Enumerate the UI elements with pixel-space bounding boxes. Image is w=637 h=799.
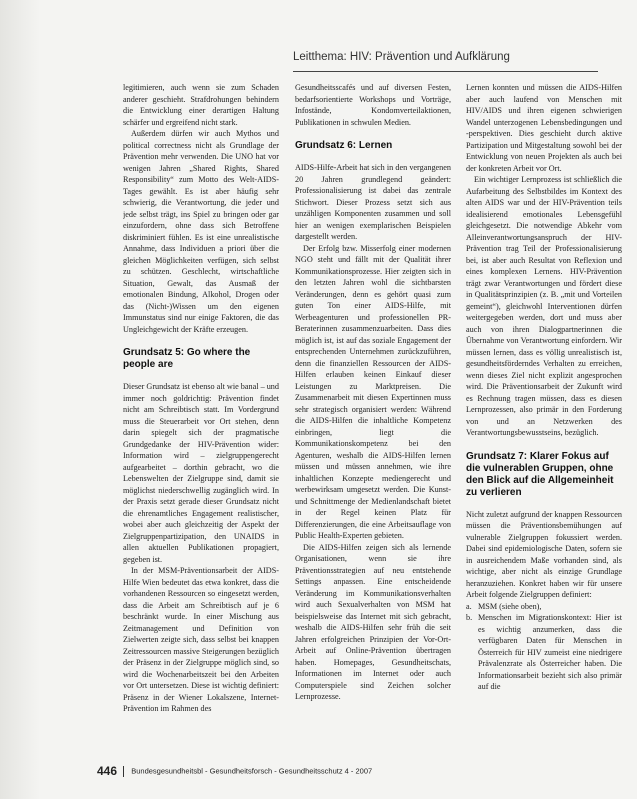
paragraph: Die AIDS-Hilfen zeigen sich als lernende Organisationen, wenn sie ihre Präventionsstrategien auf neu entstehende Settings anpassen. Eine entscheidende Veränderung im Kommunikationsverhalten wird auch Sexualverhalten von MSM hat beispielsweise das Internet mit sich gebracht, weshalb die AIDS-Hilfen sehr früh die seit Jahren erfolgreichen Prinzipien der Vor-Ort-Arbeit auf Online-Prävention übertragen haben. Homepages, Gesundheitschats, Informationen im Internet oder auch Computerspiele sind Zeichen solcher Lernprozesse. [295,542,451,701]
paragraph: Dieser Grundsatz ist ebenso alt wie banal – und immer noch goldrichtig: Prävention findet nicht am Schreibtisch statt. Im Vordergrund muss die Steuerarbeit vor Ort stehen, denn darin spiegelt sich der pragmatische Grundgedanke der HIV-Prävention wider: Information wird – zielgruppengerecht aufgearbeitet – dorthin gebracht, wo die Lebenswelten der Zielgruppe sind, damit sie möglichst niederschwellig zugänglich wird. In der Praxis setzt gerade dieser Grundsatz nicht die ehrenamtliches Engagement realistischer, wobei aber auch gleichzeitig der Aspekt der Zielgruppenpartizipation, den UNAIDS in allen aktuellen Publikationen propagiert, gegeben ist. [123,382,279,564]
paragraph: AIDS-Hilfe-Arbeit hat sich in den vergangenen 20 Jahren grundlegend geändert: Professionalisierung ist dabei das zentrale Stichwort. Dieser Prozess setzt sich aus unzähligen Komponenten zusammen und soll hier an wenigen exemplarischen Beispielen dargestellt werden. [295,163,451,241]
list-item [466,612,622,693]
paragraph: In der MSM-Präventionsarbeit der AIDS-Hilfe Wien bedeutet das etwa konkret, dass die vorhandenen Ressourcen so eingesetzt werden, dass die Arbeit am Schreibtisch auf je 6 beschränkt wurde. In einer Mischung aus Zeitmanagement und Definition von Zielwerten zeigte sich, dass selbst bei knappen Zeitressourcen massive Steigerungen bezüglich der Präsenz in der Zielgruppe möglich sind, so wird die Wochenarbeitszeit bei den Arbeiten vor Ort untersetzen. Diese ist wichtig definiert: Präsenz in der Wiener Lokalszene, Internet-Prävention im Rahmen des [123,566,279,713]
scan-edge-shadow [0,0,40,799]
running-title: Leitthema: HIV: Prävention und Aufklärung [293,51,510,63]
paragraph: legitimieren, auch wenn sie zum Schaden anderer geschieht. Strafdrohungen behindern die Entwicklung einer derartigen Haltung schärfer und ergreifend nicht stark. [123,83,279,127]
text-column-3 [466,82,622,758]
page-footer [97,764,617,784]
footer-divider [123,766,124,777]
paragraph: Der Erfolg bzw. Misserfolg einer modernen NGO steht und fällt mit der Qualität ihrer Kommunikationsprozesse. Hier zeigten sich in den letzten Jahren wohl die sichtbarsten Veränderungen, denn es gehört quasi zum guten Ton einer AIDS-Hilfe, mit Werbeagenturen und professionellen PR-Beraterinnen zusammenzuarbeiten. Dass dies möglich ist, ist auf das soziale Engagement der entsprechenden Unternehmen zurückzuführen, denn die finanziellen Ressourcen der AIDS-Hilfen erlauben keinen Einkauf dieser Leistungen zu Marktpreisen. Die Zusammenarbeit mit diesen Expertinnen muss sehr strategisch organisiert werden: Während die AIDS-Hilfen die inhaltliche Kompetenz einbringen, liegt die Kommunikationskompetenz bei den Agenturen, weshalb die AIDS-Hilfen lernen müssen und müssen annehmen, wie ihre inhaltlichen Konzepte mediengerecht und werbewirksam umgesetzt werden. Die Kunst- und Schnittmenge der Medienlandschaft bietet in der Regel keinen Platz für Differenzierungen, die eine Arbeitsauflage von Public Health-Experten gebieten. [295,243,451,540]
paragraph: Ein wichtiger Lernprozess ist schließlich die Aufarbeitung des Selbstbildes im Kontext des alten AIDS war und der HIV-Prävention teils idealisierend emotionales Lebensgefühl gleichgesetzt. Die notwendige Abkehr vom Alleinverantwortungsanspruch der HIV-Prävention trag Teil der Professionalisierung bei, ist aber auch Resultat von Reflexion und eines komplexen Lernens. HIV-Prävention trägt zwar Verantwortungen und fördert diese in Qualitätsprinzipien (z. B. „mit und Vorteilen gemeint“), gleichwohl Interventionen dürfen weitergegeben werden, dort und muss aber auch von ihren Dialogpartnerinnen die Übernahme von Verantwortung einfordern. Wir müssen lernen, dass es völlig unrealistisch ist, gesundheitsförderndes Verhalten zu erreichen, wenn dieses Ziel nicht explizit angesprochen wird. Die Präventionsarbeit der Zukunft wird es Rechnung tragen müssen, dass es diesen Lernprozessen, also primär in den Forderung von und an Netzwerken des Verantwortungsbewusstseins, bezüglich. [466,175,622,437]
paragraph: Außerdem dürfen wir auch Mythos und political correctness nicht als Grundlage der Prävention mehr verwenden. Die UNO hat vor wenigen Jahren „Shared Rights, Shared Responsibility“ zum Motto des Welt-AIDS-Tages gewählt. Es ist aber häufig sehr schwierig, die Verantwortung, die jeder und jede selbst trägt, ins Spiel zu bringen oder gar einzufordern, ohne dass sich Betroffene diskriminiert fühlen. Es ist eine unrealistische Annahme, dass Individuen a priori über die gleichen Möglichkeiten verfügen, sich selbst zu schützen. Geschlecht, wirtschaftliche Situation, Gewalt, das Ausmaß der emotionalen Bindung, Alkohol, Drogen oder das (Nicht-)Wissen um den eigenen Immunstatus sind nur einige Faktoren, die das Ungleichgewicht der Kräfte erzeugen. [123,129,279,334]
page-number: 446 [97,764,118,778]
list-item-text: MSM (siehe oben), [478,601,542,611]
section-heading: Grundsatz 7: Klarer Fokus auf die vulnerablen Gruppen, ohne den Blick auf die Allgemeinheit zu verlieren [466,450,614,498]
section-heading: Grundsatz 6: Lernen [295,140,393,151]
target-group-list [466,601,622,693]
paragraph: Lernen konnten und müssen die AIDS-Hilfen aber auch laufend von Menschen mit HIV/AIDS und ihren eigenen schwierigen Wandel unterzogenen Lebensbedingungen und -perspektiven. Dies geschieht durch aktive Partizipation und Mitgestaltung sowohl bei der Entwicklung von neuen Projekten als auch bei der konkreten Arbeit vor Ort. [466,83,622,173]
section-heading: Grundsatz 5: Go where the people are [123,347,251,370]
list-item-text: Menschen im Migrationskontext: Hier ist es wichtig anzumerken, dass die verfügbaren Daten für Menschen in Österreich für HIV zumeist eine niedrigere Prävalenzrate als Österreicher haben. Die Informationsarbeit bezieht sich also primär auf die [478,613,622,691]
running-header [293,51,598,72]
paragraph: Gesundheitsscafés und auf diversen Festen, bedarfsorientierte Workshops und Vorträge, Infostände, Kondomverteilaktionen, Publikationen in schwulen Medien. [295,83,451,127]
list-marker: a. [466,601,472,611]
journal-citation: Bundesgesundheitsbl - Gesundheitsforsch - Gesundheitsschutz 4 - 2007 [131,766,373,776]
list-marker: b. [466,613,473,622]
text-column-2 [295,82,451,758]
list-item [466,601,622,613]
paragraph: Nicht zuletzt aufgrund der knappen Ressourcen müssen die Präventionsbemühungen auf vulnerable Zielgruppen fokussiert werden. Dabei sind epidemiologische Daten, sofern sie in ausreichendem Maße vorhanden sind, als wichtige, aber nicht als einzige Grundlage heranzuziehen. Konkret haben wir für unsere Arbeit folgende Zielgruppen definiert: [466,509,622,599]
text-column-1 [123,82,279,758]
